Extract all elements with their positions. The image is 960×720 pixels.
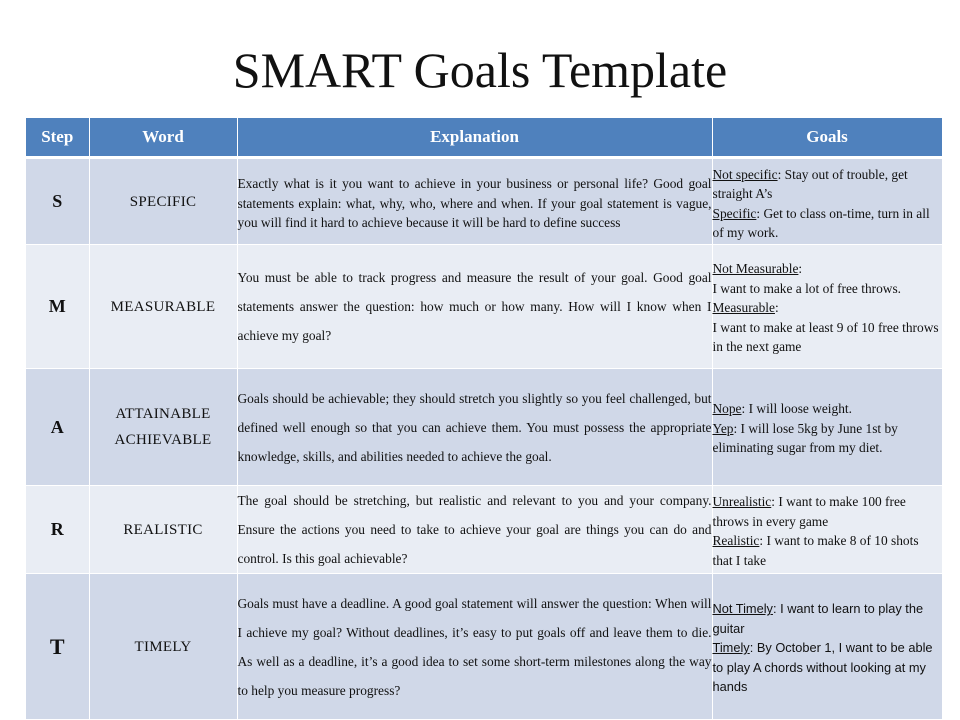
goal-text-positive: I want to make 8 of 10 shots that I take — [712, 533, 919, 568]
goal-label-negative: Unrealistic — [712, 494, 772, 509]
goal-separator: : — [749, 640, 757, 656]
goal-text-negative: I want to make 100 free throws in every game — [712, 494, 906, 529]
goal-label-negative: Not Timely — [712, 601, 773, 617]
goal-label-positive: Measurable — [712, 300, 775, 316]
word-cell — [89, 369, 237, 486]
header-step: Step — [26, 118, 89, 158]
goal-text-positive: Get to class on-time, turn in all of my work. — [712, 205, 930, 240]
goal-separator: : — [798, 261, 803, 277]
goal-text-negative: I want to make a lot of free throws. — [712, 280, 902, 296]
goal-label-positive: Realistic — [712, 533, 760, 548]
goal-label-negative: Not Measurable — [712, 261, 799, 277]
word-label: TIMELY — [134, 638, 192, 655]
goal-text-negative: Stay out of trouble, get straight A’s — [712, 166, 908, 201]
table-row-attainable — [26, 369, 942, 486]
goal-label-negative: Nope — [712, 401, 742, 417]
goal-separator: : — [756, 205, 764, 221]
goal-separator: : — [741, 401, 749, 417]
goal-label-negative: Not specific — [712, 166, 778, 182]
goal-label-positive: Yep — [712, 420, 734, 436]
goals-cell — [712, 486, 942, 574]
header-word: Word — [89, 118, 237, 158]
word-label: SPECIFIC — [129, 193, 197, 210]
explanation-cell: Exactly what is it you want to achieve in your business or personal life? Good goal statements explain: what, why, who, where and when. If your goal statement is vague, you will find it hard to achieve because it will be hard to define success — [237, 158, 712, 245]
word-cell — [89, 486, 237, 574]
word-label: REALISTIC — [123, 521, 203, 538]
goal-text-negative: I want to learn to play the guitar — [712, 601, 924, 636]
goal-label-positive: Specific — [712, 205, 757, 221]
step-letter: A — [26, 369, 89, 486]
goal-text-positive: By October 1, I want to be able to play A chords without looking at my hands — [712, 640, 933, 695]
word-label: ACHIEVABLE — [114, 432, 212, 448]
table-row-realistic — [26, 486, 942, 574]
word-label: ATTAINABLE — [115, 406, 211, 422]
explanation-cell: The goal should be stretching, but realistic and relevant to you and your company. Ensure the actions you need to take to achieve your goal are things you can do and control. Is this goal achievable? — [237, 486, 712, 574]
header-goals: Goals — [712, 118, 942, 158]
goals-cell — [712, 369, 942, 486]
goal-text-positive: I will lose 5kg by June 1st by eliminating sugar from my diet. — [712, 420, 898, 456]
explanation-cell: You must be able to track progress and measure the result of your goal. Good goal statements answer the question: how much or how many. How will I know when I achieve my goal? — [237, 245, 712, 369]
goal-separator: : — [772, 601, 781, 617]
word-cell — [89, 574, 237, 720]
page-title: SMART Goals Template — [232, 42, 728, 98]
step-letter: R — [26, 486, 89, 574]
word-cell — [89, 245, 237, 369]
goal-separator: : — [774, 300, 779, 316]
goal-text-negative: I will loose weight. — [748, 401, 852, 417]
goals-cell — [712, 245, 942, 369]
table-row-specific — [26, 158, 942, 245]
goal-label-positive: Timely — [712, 640, 750, 656]
goal-separator: : — [777, 166, 785, 182]
smart-goals-table — [26, 118, 943, 720]
step-letter: T — [26, 574, 89, 720]
step-letter: M — [26, 245, 89, 369]
goal-separator: : — [733, 420, 741, 436]
table-row-timely — [26, 574, 942, 720]
goal-separator: : — [759, 533, 767, 548]
word-cell — [89, 158, 237, 245]
explanation-cell: Goals should be achievable; they should stretch you slightly so you feel challenged, but defined well enough so that you can achieve them. You must possess the appropriate knowledge, skills, and abilities needed to achieve the goal. — [237, 369, 712, 486]
header-row — [26, 118, 942, 158]
step-letter: S — [26, 158, 89, 245]
explanation-cell: Goals must have a deadline. A good goal statement will answer the question: When will I achieve my goal? Without deadlines, it’s easy to put goals off and leave them to die. As well as a deadline, it’s a good idea to set some short-term milestones along the way to help you measure progress? — [237, 574, 712, 720]
goals-cell — [712, 158, 942, 245]
word-label: MEASURABLE — [110, 298, 216, 315]
goal-separator: : — [771, 494, 779, 509]
table-row-measurable — [26, 245, 942, 369]
header-explanation: Explanation — [237, 118, 712, 158]
goal-text-positive: I want to make at least 9 of 10 free throws in the next game — [712, 319, 939, 355]
goals-cell — [712, 574, 942, 720]
